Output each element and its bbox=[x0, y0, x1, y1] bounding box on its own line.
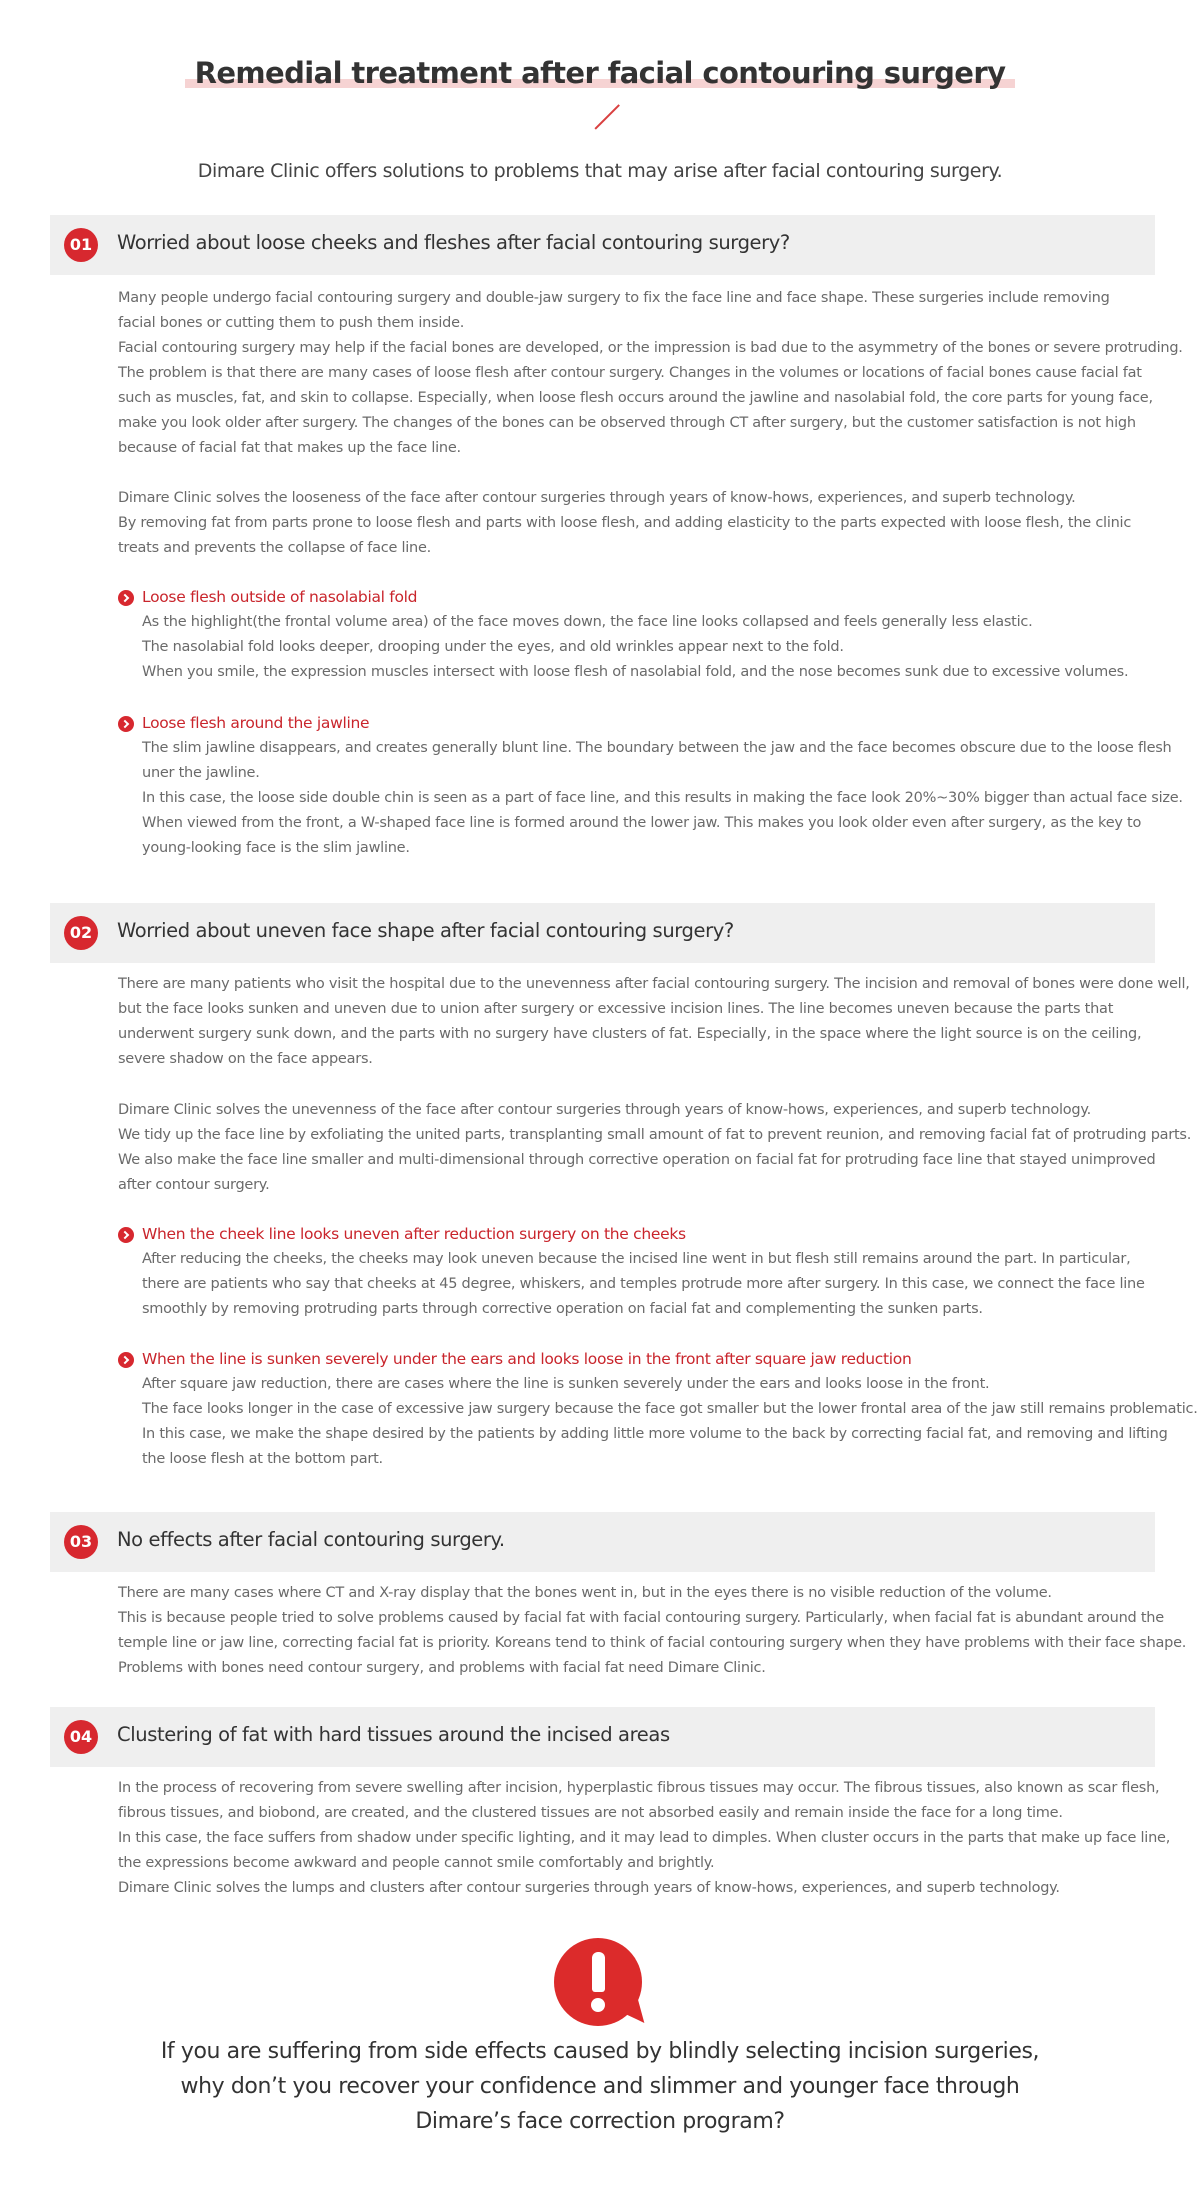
exclamation-dot bbox=[591, 1998, 605, 2012]
text-line: The problem is that there are many cases of loose flesh after contour surgery. Changes in the volumes or locations of facial bones cause facial fat bbox=[118, 365, 1142, 381]
text-line: young-looking face is the slim jawline. bbox=[142, 840, 410, 856]
exclamation-speech-bubble-icon bbox=[554, 1938, 646, 2030]
section-title: Worried about loose cheeks and fleshes after facial contouring surgery? bbox=[117, 231, 790, 254]
text-line: In the process of recovering from severe swelling after incision, hyperplastic fibrous tissues may occur. The fibrous tissues, also known as scar flesh, bbox=[118, 1780, 1160, 1796]
text-line: The face looks longer in the case of excessive jaw surgery because the face got smaller but the lower frontal area of the jaw still remains problematic. bbox=[142, 1401, 1198, 1417]
text-line: make you look older after surgery. The changes of the bones can be observed through CT after surgery, but the customer satisfaction is not high bbox=[118, 415, 1136, 431]
page-title: Remedial treatment after facial contouring surgery bbox=[194, 56, 1006, 90]
text-line: Dimare’s face correction program? bbox=[415, 2109, 785, 2134]
text-line: the loose flesh at the bottom part. bbox=[142, 1451, 383, 1467]
subtopic-body bbox=[118, 736, 1183, 861]
section-title: Clustering of fat with hard tissues around the incised areas bbox=[117, 1723, 670, 1746]
subtopic-heading bbox=[118, 585, 1158, 610]
subtopic-heading bbox=[118, 1347, 1158, 1372]
text-line: When viewed from the front, a W-shaped face line is formed around the lower jaw. This makes you look older even after surgery, as the key to bbox=[142, 815, 1142, 831]
section-header-03 bbox=[50, 1512, 1155, 1572]
section-number-badge: 03 bbox=[64, 1525, 98, 1559]
subtopic-title: When the line is sunken severely under the ears and looks loose in the front after square jaw reduction bbox=[142, 1350, 912, 1368]
text-line: Problems with bones need contour surgery, and problems with facial fat need Dimare Clinic. bbox=[118, 1660, 766, 1676]
text-line: This is because people tried to solve problems caused by facial fat with facial contouring surgery. Particularly, when facial fat is abundant around the bbox=[118, 1610, 1164, 1626]
section-04-paragraph-1 bbox=[118, 1776, 1171, 1901]
section-02-paragraph-2 bbox=[118, 1098, 1192, 1198]
text-line: smoothly by removing protruding parts through corrective operation on facial fat and complementing the sunken parts. bbox=[142, 1301, 983, 1317]
text-line: after contour surgery. bbox=[118, 1177, 270, 1193]
section-02-subtopic-2 bbox=[118, 1347, 1198, 1472]
title-wrap bbox=[185, 56, 1016, 90]
chevron-circle-icon bbox=[118, 716, 134, 732]
section-02-paragraph-1 bbox=[118, 972, 1190, 1072]
text-line: In this case, the loose side double chin is seen as a part of face line, and this results in making the face look 20%~30% bigger than actual face size. bbox=[142, 790, 1183, 806]
text-line: underwent surgery sunk down, and the parts with no surgery have clusters of fat. Especially, in the space where the light source is on the ceiling, bbox=[118, 1026, 1142, 1042]
section-number-badge: 02 bbox=[64, 916, 98, 950]
text-line: because of facial fat that makes up the face line. bbox=[118, 440, 461, 456]
subtopic-body bbox=[118, 1247, 1158, 1322]
text-line: facial bones or cutting them to push them inside. bbox=[118, 315, 465, 331]
subtopic-heading bbox=[118, 1222, 1158, 1247]
subtopic-body bbox=[118, 610, 1158, 685]
text-line: the expressions become awkward and people cannot smile comfortably and brightly. bbox=[118, 1855, 715, 1871]
section-header-02 bbox=[50, 903, 1155, 963]
text-line: Dimare Clinic solves the looseness of the face after contour surgeries through years of know-hows, experiences, and superb technology. bbox=[118, 490, 1076, 506]
section-number-badge: 04 bbox=[64, 1720, 98, 1754]
text-line: In this case, the face suffers from shadow under specific lighting, and it may lead to dimples. When cluster occurs in the parts that make up face line, bbox=[118, 1830, 1171, 1846]
text-line: In this case, we make the shape desired by the patients by adding little more volume to the back by correcting facial fat, and removing and lifting bbox=[142, 1426, 1168, 1442]
text-line: We tidy up the face line by exfoliating the united parts, transplanting small amount of fat to prevent reunion, and removing facial fat of protruding parts. bbox=[118, 1127, 1192, 1143]
chevron-circle-icon bbox=[118, 1352, 134, 1368]
page-header bbox=[0, 56, 1200, 90]
text-line: There are many cases where CT and X-ray display that the bones went in, but in the eyes there is no visible reduction of the volume. bbox=[118, 1585, 1052, 1601]
text-line: The slim jawline disappears, and creates generally blunt line. The boundary between the jaw and the face becomes obscure due to the loose flesh bbox=[142, 740, 1172, 756]
text-line: There are many patients who visit the hospital due to the unevenness after facial contouring surgery. The incision and removal of bones were done well, bbox=[118, 976, 1190, 992]
subtopic-title: Loose flesh around the jawline bbox=[142, 714, 370, 732]
subtopic-title: Loose flesh outside of nasolabial fold bbox=[142, 588, 418, 606]
page-subtitle: Dimare Clinic offers solutions to problems that may arise after facial contouring surgery. bbox=[197, 160, 1003, 182]
text-line: such as muscles, fat, and skin to collapse. Especially, when loose flesh occurs around the jawline and nasolabial fold, the core parts for young face, bbox=[118, 390, 1153, 406]
chevron-circle-icon bbox=[118, 1227, 134, 1243]
section-03-paragraph-1 bbox=[118, 1581, 1187, 1681]
text-line: After square jaw reduction, there are cases where the line is sunken severely under the ears and looks loose in the front. bbox=[142, 1376, 990, 1392]
text-line: Dimare Clinic solves the unevenness of the face after contour surgeries through years of know-hows, experiences, and superb technology. bbox=[118, 1102, 1092, 1118]
text-line: temple line or jaw line, correcting facial fat is priority. Koreans tend to think of facial contouring surgery when they have problems with their face shape. bbox=[118, 1635, 1187, 1651]
section-header-04 bbox=[50, 1707, 1155, 1767]
text-line: After reducing the cheeks, the cheeks may look uneven because the incised line went in but flesh still remains around the part. In particular, bbox=[142, 1251, 1131, 1267]
text-line: fibrous tissues, and biobond, are created, and the clustered tissues are not absorbed easily and remain inside the face for a long time. bbox=[118, 1805, 1063, 1821]
section-01-paragraph-1 bbox=[118, 286, 1183, 461]
text-line: When you smile, the expression muscles intersect with loose flesh of nasolabial fold, and the nose becomes sunk due to excessive volumes. bbox=[142, 664, 1129, 680]
text-line: Many people undergo facial contouring surgery and double-jaw surgery to fix the face line and face shape. These surgeries include removing bbox=[118, 290, 1110, 306]
section-number-badge: 01 bbox=[64, 228, 98, 262]
text-line: there are patients who say that cheeks at 45 degree, whiskers, and temples protrude more after surgery. In this case, we connect the face line bbox=[142, 1276, 1145, 1292]
text-line: why don’t you recover your confidence and slimmer and younger face through bbox=[180, 2074, 1020, 2099]
closing-message bbox=[0, 2034, 1200, 2139]
section-01-paragraph-2 bbox=[118, 486, 1158, 561]
text-line: Facial contouring surgery may help if the facial bones are developed, or the impression is bad due to the asymmetry of the bones or severe protruding. bbox=[118, 340, 1183, 356]
text-line: As the highlight(the frontal volume area) of the face moves down, the face line looks collapsed and feels generally less elastic. bbox=[142, 614, 1033, 630]
text-line: We also make the face line smaller and multi-dimensional through corrective operation on facial fat for protruding face line that stayed unimproved bbox=[118, 1152, 1156, 1168]
text-line: The nasolabial fold looks deeper, drooping under the eyes, and old wrinkles appear next to the fold. bbox=[142, 639, 844, 655]
section-02-subtopic-1 bbox=[118, 1222, 1158, 1322]
text-line: By removing fat from parts prone to loose flesh and parts with loose flesh, and adding elasticity to the parts expected with loose flesh, the clinic bbox=[118, 515, 1132, 531]
chevron-circle-icon bbox=[118, 590, 134, 606]
section-01-subtopic-2 bbox=[118, 711, 1183, 861]
section-01-subtopic-1 bbox=[118, 585, 1158, 685]
section-title: Worried about uneven face shape after facial contouring surgery? bbox=[117, 919, 734, 942]
text-line: severe shadow on the face appears. bbox=[118, 1051, 373, 1067]
subtopic-heading bbox=[118, 711, 1158, 736]
section-header-01 bbox=[50, 215, 1155, 275]
subtopic-body bbox=[118, 1372, 1198, 1472]
section-title: No effects after facial contouring surgery. bbox=[117, 1528, 505, 1551]
subtopic-title: When the cheek line looks uneven after reduction surgery on the cheeks bbox=[142, 1225, 686, 1243]
text-line: Dimare Clinic solves the lumps and clusters after contour surgeries through years of know-hows, experiences, and superb technology. bbox=[118, 1880, 1060, 1896]
decorative-slash bbox=[594, 104, 619, 129]
text-line: but the face looks sunken and uneven due to union after surgery or excessive incision lines. The line becomes uneven because the parts that bbox=[118, 1001, 1114, 1017]
text-line: treats and prevents the collapse of face line. bbox=[118, 540, 432, 556]
text-line: If you are suffering from side effects caused by blindly selecting incision surgeries, bbox=[160, 2039, 1040, 2064]
exclamation-bar bbox=[592, 1952, 605, 1992]
text-line: uner the jawline. bbox=[142, 765, 260, 781]
